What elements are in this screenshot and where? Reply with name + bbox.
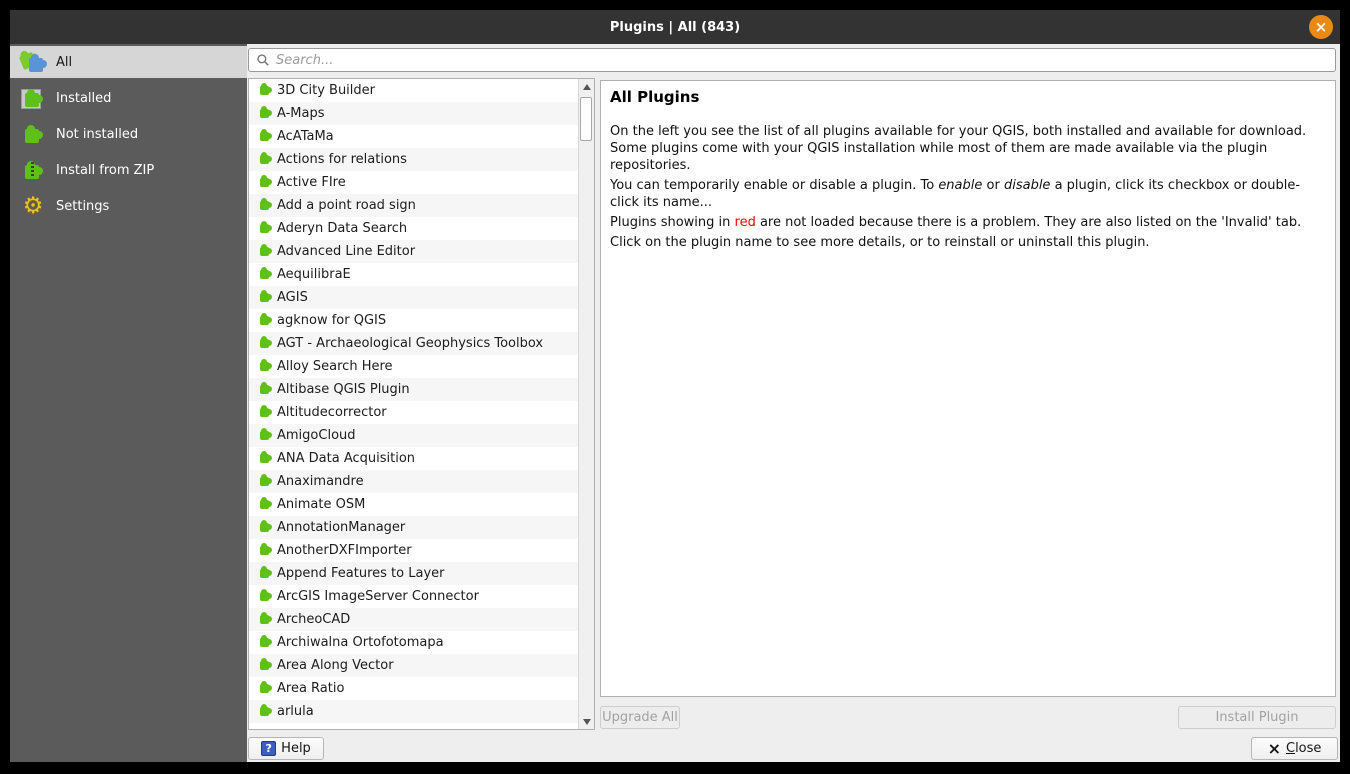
scroll-down-icon[interactable] (579, 714, 594, 729)
plugin-icon (260, 661, 269, 670)
sidebar-item-not-installed[interactable] (10, 118, 247, 150)
plugin-icon (260, 569, 269, 578)
install-zip-icon (20, 158, 46, 182)
plugin-name: Area Along Vector (277, 658, 394, 673)
plugin-icon (260, 431, 269, 440)
plugin-name: ArcGIS ImageServer Connector (277, 589, 479, 604)
plugin-icon (260, 592, 269, 601)
plugin-list-item[interactable] (249, 171, 578, 194)
plugin-list-item[interactable] (249, 470, 578, 493)
search-box (248, 48, 1336, 72)
sidebar-item-all[interactable] (10, 46, 247, 78)
plugin-icon (260, 293, 269, 302)
plugin-icon (260, 155, 269, 164)
details-paragraph: Click on the plugin name to see more details, or to reinstall or uninstall this plugin. (610, 235, 1150, 250)
plugin-list (249, 79, 578, 723)
close-button[interactable] (1251, 737, 1338, 760)
plugin-list-item[interactable] (249, 355, 578, 378)
plugins-dialog (10, 10, 1340, 762)
plugin-list-item[interactable] (249, 585, 578, 608)
plugin-list-panel (248, 78, 595, 730)
plugin-icon (260, 339, 269, 348)
plugin-icon (260, 615, 269, 624)
plugin-list-item[interactable] (249, 194, 578, 217)
scrollbar-thumb[interactable] (580, 97, 592, 141)
installed-icon (20, 86, 46, 110)
plugin-name: arlula (277, 704, 314, 719)
all-plugins-icon (20, 50, 46, 74)
plugin-list-item[interactable] (249, 447, 578, 470)
plugin-icon (260, 362, 269, 371)
plugin-list-item[interactable] (249, 562, 578, 585)
plugin-icon (260, 684, 269, 693)
plugin-list-item[interactable] (249, 79, 578, 102)
plugin-name: ANA Data Acquisition (277, 451, 416, 466)
plugin-list-scrollbar[interactable] (578, 79, 594, 729)
plugin-name: Active FIre (277, 175, 346, 190)
plugin-icon (260, 707, 269, 716)
gear-icon: ⚙ (22, 193, 44, 219)
plugin-icon (260, 201, 269, 210)
plugin-name: AmigoCloud (277, 428, 356, 443)
plugin-list-item[interactable] (249, 125, 578, 148)
plugin-icon (260, 523, 269, 532)
plugin-name: ArcheoCAD (277, 612, 351, 627)
plugin-list-item[interactable] (249, 654, 578, 677)
sidebar-item-label: Installed (56, 90, 112, 106)
plugin-list-item[interactable] (249, 217, 578, 240)
not-installed-icon (20, 122, 46, 146)
plugin-list-item[interactable] (249, 539, 578, 562)
details-paragraph: On the left you see the list of all plugins available for your QGIS, both installed and available for download. Some plugins come with your QGIS installation while most of them are made available via the plugin repositories. (610, 124, 1307, 173)
upgrade-all-button[interactable]: Upgrade All (600, 706, 680, 729)
details-heading: All Plugins (610, 88, 700, 106)
plugin-list-item[interactable] (249, 286, 578, 309)
plugin-icon (260, 132, 269, 141)
plugin-name: Altibase QGIS Plugin (277, 382, 410, 397)
sidebar-item-label: All (56, 54, 73, 70)
plugin-icon (260, 270, 269, 279)
plugin-list-item[interactable] (249, 332, 578, 355)
plugin-icon (260, 385, 269, 394)
scroll-up-icon[interactable] (579, 79, 594, 94)
plugin-list-item[interactable] (249, 309, 578, 332)
plugin-list-item[interactable] (249, 608, 578, 631)
plugin-icon (260, 316, 269, 325)
plugin-icon (260, 477, 269, 486)
plugin-icon (260, 638, 269, 647)
details-paragraph: Plugins showing in red are not loaded because there is a problem. They are also listed on the 'Invalid' tab. (610, 215, 1302, 230)
plugin-name: 3D City Builder (277, 83, 376, 98)
plugin-list-item[interactable] (249, 401, 578, 424)
plugin-icon (260, 454, 269, 463)
plugin-list-item[interactable] (249, 700, 578, 723)
plugin-name: AnotherDXFImporter (277, 543, 412, 558)
plugin-name: A-Maps (277, 106, 325, 121)
plugin-list-item[interactable] (249, 516, 578, 539)
plugin-list-item[interactable] (249, 631, 578, 654)
plugin-name: Anaximandre (277, 474, 364, 489)
help-button[interactable]: ? Help (248, 737, 324, 760)
sidebar (10, 44, 247, 762)
close-icon[interactable]: × (1309, 15, 1333, 39)
plugin-icon (260, 408, 269, 417)
plugin-name: AGIS (277, 290, 308, 305)
sidebar-item-settings[interactable] (10, 190, 247, 222)
plugin-name: Add a point road sign (277, 198, 416, 213)
close-x-icon: × (1267, 738, 1281, 758)
plugin-name: Actions for relations (277, 152, 407, 167)
sidebar-item-installed[interactable] (10, 82, 247, 114)
plugin-name: Archiwalna Ortofotomapa (277, 635, 444, 650)
plugin-name: AnnotationManager (277, 520, 406, 535)
plugin-name: Alloy Search Here (277, 359, 393, 374)
details-paragraph: You can temporarily enable or disable a plugin. To enable or disable a plugin, click its checkbox or double-click its name... (610, 178, 1301, 210)
plugin-name: Animate OSM (277, 497, 366, 512)
plugin-list-item[interactable] (249, 677, 578, 700)
plugin-icon (260, 178, 269, 187)
search-icon (256, 53, 270, 67)
plugin-list-item[interactable] (249, 493, 578, 516)
plugin-icon (260, 109, 269, 118)
sidebar-item-label: Settings (56, 198, 110, 214)
plugin-list-item[interactable] (249, 263, 578, 286)
plugin-name: AGT - Archaeological Geophysics Toolbox (277, 336, 544, 351)
plugin-list-item[interactable] (249, 240, 578, 263)
plugin-icon (260, 500, 269, 509)
main-area (247, 44, 1340, 762)
plugin-list-item[interactable] (249, 148, 578, 171)
search-input[interactable] (276, 53, 1328, 68)
plugin-name: AequilibraE (277, 267, 351, 282)
plugin-name: Area Ratio (277, 681, 345, 696)
install-plugin-button[interactable]: Install Plugin (1178, 706, 1336, 729)
titlebar[interactable] (10, 10, 1340, 44)
plugin-icon (260, 247, 269, 256)
sidebar-item-label: Not installed (56, 126, 139, 142)
plugin-list-item[interactable] (249, 102, 578, 125)
sidebar-item-label: Install from ZIP (56, 162, 155, 178)
plugin-details-panel (600, 80, 1336, 697)
plugin-name: Aderyn Data Search (277, 221, 408, 236)
plugin-icon (260, 224, 269, 233)
plugin-name: Append Features to Layer (277, 566, 445, 581)
plugin-name: agknow for QGIS (277, 313, 387, 328)
help-icon: ? (261, 741, 276, 756)
plugin-list-item[interactable] (249, 378, 578, 401)
plugin-name: Altitudecorrector (277, 405, 387, 420)
plugin-name: AcATaMa (277, 129, 334, 144)
window-title: Plugins | All (843) (609, 19, 741, 35)
plugin-name: Advanced Line Editor (277, 244, 416, 259)
plugin-icon (260, 86, 269, 95)
close-button-label: Close (1285, 741, 1322, 756)
plugin-icon (260, 546, 269, 555)
sidebar-item-install-from-zip[interactable] (10, 154, 247, 186)
plugin-list-item[interactable] (249, 424, 578, 447)
